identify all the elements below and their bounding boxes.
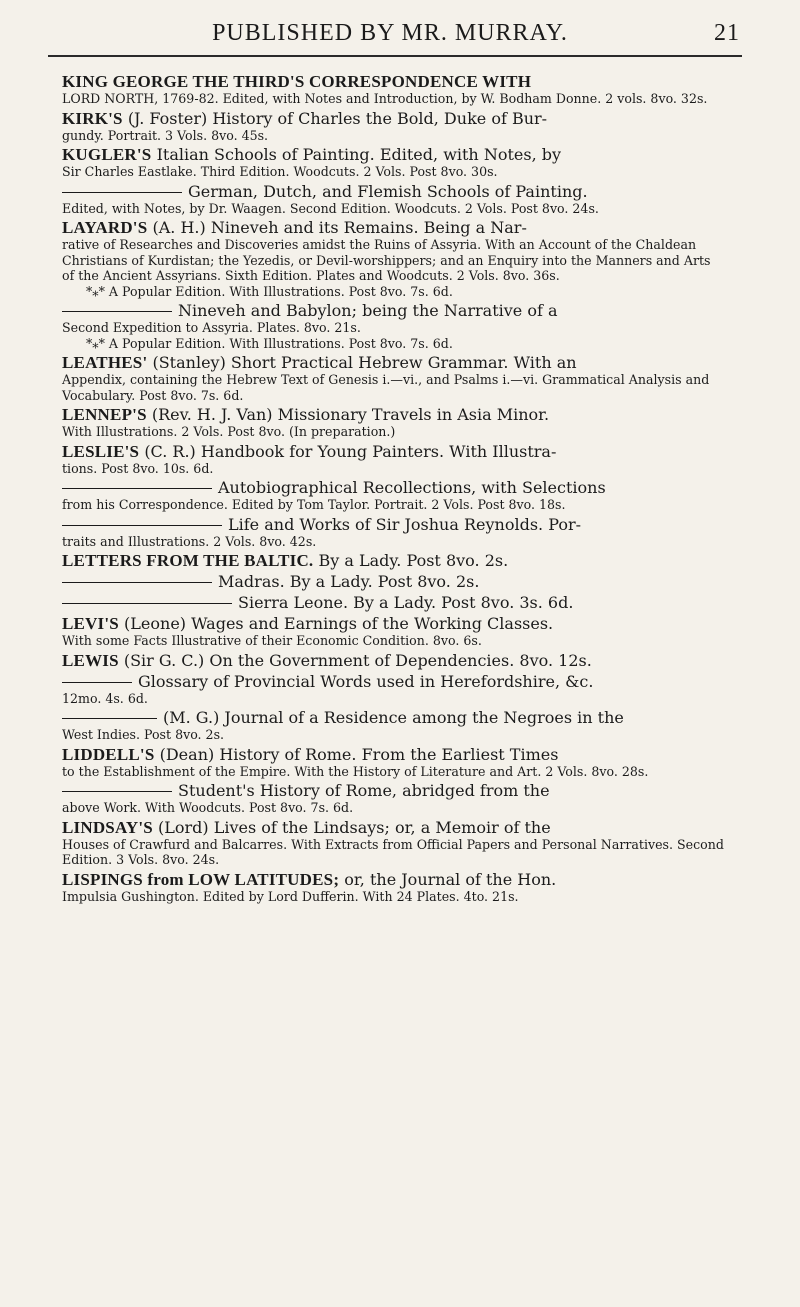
title-text: (Stanley) Short Practical Hebrew Grammar. With an (152, 353, 577, 372)
entry-heading-line (62, 614, 724, 633)
entry-heading-line (62, 515, 724, 534)
title-text: (Leone) Wages and Earnings of the Working Classes. (124, 614, 554, 633)
title-text: Life and Works of Sir Joshua Reynolds. Por- (228, 514, 582, 534)
catalogue-entry (62, 593, 724, 612)
popular-edition-note: *⁎* A Popular Edition. With Illustrations. Post 8vo. 7s. 6d. (86, 335, 453, 351)
catalogue-entry (62, 442, 724, 477)
title-text: Madras. By a Lady. Post 8vo. 2s. (218, 572, 480, 591)
ditto-rule (62, 192, 182, 193)
title-text: (Rev. H. J. Van) Missionary Travels in Asia Minor. (151, 405, 550, 424)
ditto-rule (62, 682, 132, 683)
catalogue-entry (62, 708, 724, 743)
title-text: German, Dutch, and Flemish Schools of Painting. (188, 181, 588, 201)
title-text: (M. G.) Journal of a Residence among the Negroes in the (163, 708, 624, 727)
ditto-rule (62, 488, 212, 489)
author-name: LEATHES' (62, 353, 148, 372)
title-text: Autobiographical Recollections, with Selections (218, 478, 606, 497)
catalogue-entry (62, 182, 724, 217)
ditto-rule (62, 311, 172, 312)
catalogue-entry (62, 515, 724, 550)
title-text: or, the Journal of the Hon. (344, 869, 557, 889)
catalogue-entry (62, 870, 724, 905)
catalogue-entry (62, 353, 724, 403)
author-name: LISPINGS from LOW LATITUDES; (62, 869, 340, 889)
catalogue-entry (62, 572, 724, 591)
entry-heading-line (62, 745, 724, 764)
entry-details: Sir Charles Eastlake. Third Edition. Woodcuts. 2 Vols. Post 8vo. 30s. (62, 164, 498, 179)
author-name: KIRK'S (62, 108, 123, 128)
ditto-rule (62, 718, 157, 719)
entry-heading-line (62, 72, 724, 91)
ditto-rule (62, 525, 222, 526)
entry-heading-line (62, 109, 724, 128)
entry-heading-line (62, 593, 724, 612)
catalogue-entry (62, 614, 724, 649)
catalogue-entry (62, 72, 724, 107)
entry-details: Houses of Crawfurd and Balcarres. With Extracts from Official Papers and Personal Narratives. Second Edition. 3 Vols. 8vo. 24s. (62, 836, 724, 867)
entry-heading-line (62, 301, 724, 320)
title-text: Student's History of Rome, abridged from the (178, 781, 550, 800)
entry-heading-line (62, 182, 724, 201)
entry-heading-line (62, 145, 724, 164)
catalogue-entry (62, 672, 724, 707)
entry-heading-line (62, 353, 724, 372)
title-text: (Sir G. C.) On the Government of Dependencies. 8vo. 12s. (123, 650, 592, 670)
author-name: KING GEORGE THE THIRD'S CORRESPONDENCE WITH (62, 72, 532, 91)
author-name: KUGLER'S (62, 145, 152, 164)
entry-details: Impulsia Gushington. Edited by Lord Dufferin. With 24 Plates. 4to. 21s. (62, 888, 519, 904)
entry-details: Edited, with Notes, by Dr. Waagen. Second Edition. Woodcuts. 2 Vols. Post 8vo. 24s. (62, 200, 599, 216)
catalogue-entry (62, 405, 724, 440)
catalogue-entry (62, 301, 724, 351)
entry-heading-line (62, 818, 724, 837)
catalogue-entry (62, 818, 724, 868)
entry-heading-line (62, 651, 724, 670)
title-text: (C. R.) Handbook for Young Painters. With Illustra- (144, 441, 557, 461)
title-text: Italian Schools of Painting. Edited, with Notes, by (156, 145, 562, 164)
entry-details: rative of Researches and Discoveries amidst the Ruins of Assyria. With an Account of the Chaldean Christians of Kurdistan; the Yezedis, or Devil-worshippers; and an Enquiry into the Manners and Arts of the Ancient Assyrians. Sixth Edition. Plates and Woodcuts. 2 Vols. 8vo. 36s. (62, 237, 711, 283)
catalogue-entry (62, 109, 724, 144)
popular-edition-note: *⁎* A Popular Edition. With Illustrations. Post 8vo. 7s. 6d. (86, 283, 453, 299)
entry-details: Appendix, containing the Hebrew Text of Genesis i.—vi., and Psalms i.—vi. Grammatical Analysis and Vocabulary. Post 8vo. 7s. 6d. (62, 372, 710, 403)
entry-details: Second Expedition to Assyria. Plates. 8vo. 21s. (62, 320, 361, 335)
entry-details: to the Establishment of the Empire. With the History of Literature and Art. 2 Vols. 8vo. 28s. (62, 763, 649, 779)
entry-heading-line (62, 781, 724, 800)
entry-details: gundy. Portrait. 3 Vols. 8vo. 45s. (62, 127, 269, 143)
entry-heading-line (62, 870, 724, 889)
page-number: 21 (714, 20, 740, 46)
entry-details: from his Correspondence. Edited by Tom Taylor. Portrait. 2 Vols. Post 8vo. 18s. (62, 497, 566, 512)
title-text: Nineveh and Babylon; being the Narrative of a (178, 301, 558, 320)
author-name: LAYARD'S (62, 218, 148, 237)
entry-details: With some Facts Illustrative of their Economic Condition. 8vo. 6s. (62, 633, 482, 648)
entry-heading-line (62, 672, 724, 691)
running-head (40, 20, 740, 56)
entry-heading-line (62, 478, 724, 497)
author-name: LINDSAY'S (62, 817, 153, 837)
catalogue-entry (62, 145, 724, 180)
author-name: LIDDELL'S (62, 744, 155, 764)
entry-details: West Indies. Post 8vo. 2s. (62, 727, 225, 742)
entry-heading-line (62, 218, 724, 237)
author-name: LESLIE'S (62, 441, 140, 461)
entry-heading-line (62, 708, 724, 727)
entry-details: above Work. With Woodcuts. Post 8vo. 7s. 6d. (62, 800, 354, 815)
entry-heading-line (62, 442, 724, 461)
title-text: (A. H.) Nineveh and its Remains. Being a Nar- (152, 218, 527, 237)
entry-details: LORD NORTH, 1769-82. Edited, with Notes and Introduction, by W. Bodham Donne. 2 vols. 8vo. 32s. (62, 91, 708, 106)
entry-heading-line (62, 551, 724, 570)
title-text: (Dean) History of Rome. From the Earliest Times (159, 744, 559, 764)
ditto-rule (62, 582, 212, 583)
entry-heading-line (62, 405, 724, 424)
author-name: LEVI'S (62, 614, 119, 633)
title-text: (Lord) Lives of the Lindsays; or, a Memoir of the (158, 817, 551, 837)
entry-details: traits and Illustrations. 2 Vols. 8vo. 42s. (62, 533, 317, 549)
title-text: (J. Foster) History of Charles the Bold, Duke of Bur- (127, 108, 548, 128)
entry-list (62, 72, 724, 906)
catalogue-entry (62, 551, 724, 570)
catalogue-entry (62, 218, 724, 299)
author-name: LENNEP'S (62, 405, 147, 424)
title-text: By a Lady. Post 8vo. 2s. (318, 551, 509, 570)
entry-details: tions. Post 8vo. 10s. 6d. (62, 460, 214, 476)
author-name: LETTERS FROM THE BALTIC. (62, 551, 314, 570)
title-text: Sierra Leone. By a Lady. Post 8vo. 3s. 6d. (238, 593, 574, 612)
header-rule (48, 55, 742, 57)
entry-details: 12mo. 4s. 6d. (62, 690, 148, 706)
catalogue-entry (62, 651, 724, 670)
running-title: PUBLISHED BY MR. MURRAY. (212, 20, 568, 46)
catalogue-entry (62, 478, 724, 513)
author-name: LEWIS (62, 650, 119, 670)
ditto-rule (62, 603, 232, 604)
catalogue-entry (62, 781, 724, 816)
catalogue-entry (62, 745, 724, 780)
title-text: Glossary of Provincial Words used in Herefordshire, &c. (138, 671, 594, 691)
ditto-rule (62, 791, 172, 792)
entry-heading-line (62, 572, 724, 591)
entry-details: With Illustrations. 2 Vols. Post 8vo. (In preparation.) (62, 424, 396, 439)
